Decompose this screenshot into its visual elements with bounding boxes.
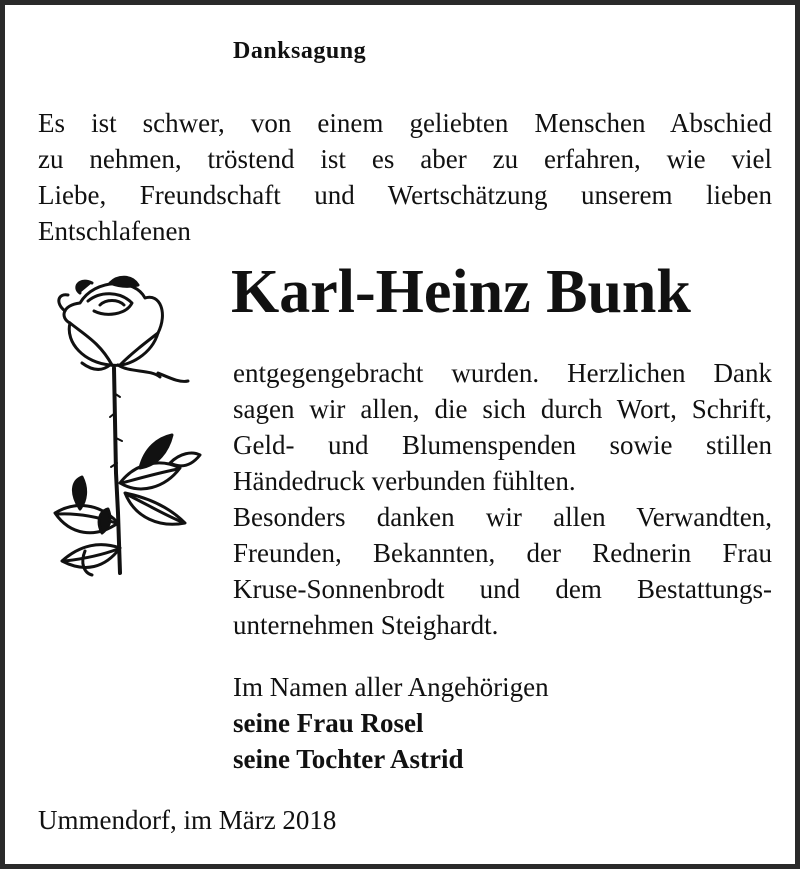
- thanks-line: Kruse-Sonnenbrodt und dem Bestattungs-: [233, 574, 772, 604]
- signatory: seine Frau Rosel: [233, 708, 424, 738]
- signature-block: [233, 669, 549, 777]
- signatory: seine Tochter Astrid: [233, 744, 464, 774]
- thanks-paragraph: [233, 355, 772, 643]
- thanks-line: Besonders danken wir allen Verwandten,: [233, 502, 772, 532]
- thanks-line: Freunden, Bekannten, der Rednerin Frau: [233, 538, 772, 568]
- notice-heading: Danksagung: [233, 38, 367, 64]
- closing-line: Im Namen aller Angehörigen: [233, 672, 549, 702]
- place-date: Ummendorf, im März 2018: [38, 805, 337, 835]
- rose-icon: [40, 273, 210, 583]
- intro-line: Es ist schwer, von einem geliebten Menschen Abschied: [38, 108, 772, 138]
- intro-paragraph: [38, 105, 772, 249]
- thanks-line: sagen wir allen, die sich durch Wort, Schrift,: [233, 394, 772, 424]
- thanks-line: Händedruck verbunden fühlten.: [233, 466, 576, 496]
- intro-line: zu nehmen, tröstend ist es aber zu erfahren, wie viel: [38, 144, 772, 174]
- thanks-line: Geld- und Blumenspenden sowie stillen: [233, 430, 772, 460]
- intro-line: Liebe, Freundschaft und Wertschätzung unserem lieben: [38, 180, 772, 210]
- thanks-line: unternehmen Steighardt.: [233, 610, 499, 640]
- thanks-line: entgegengebracht wurden. Herzlichen Dank: [233, 358, 772, 388]
- intro-line: Entschlafenen: [38, 216, 191, 246]
- deceased-name: Karl-Heinz Bunk: [231, 258, 691, 326]
